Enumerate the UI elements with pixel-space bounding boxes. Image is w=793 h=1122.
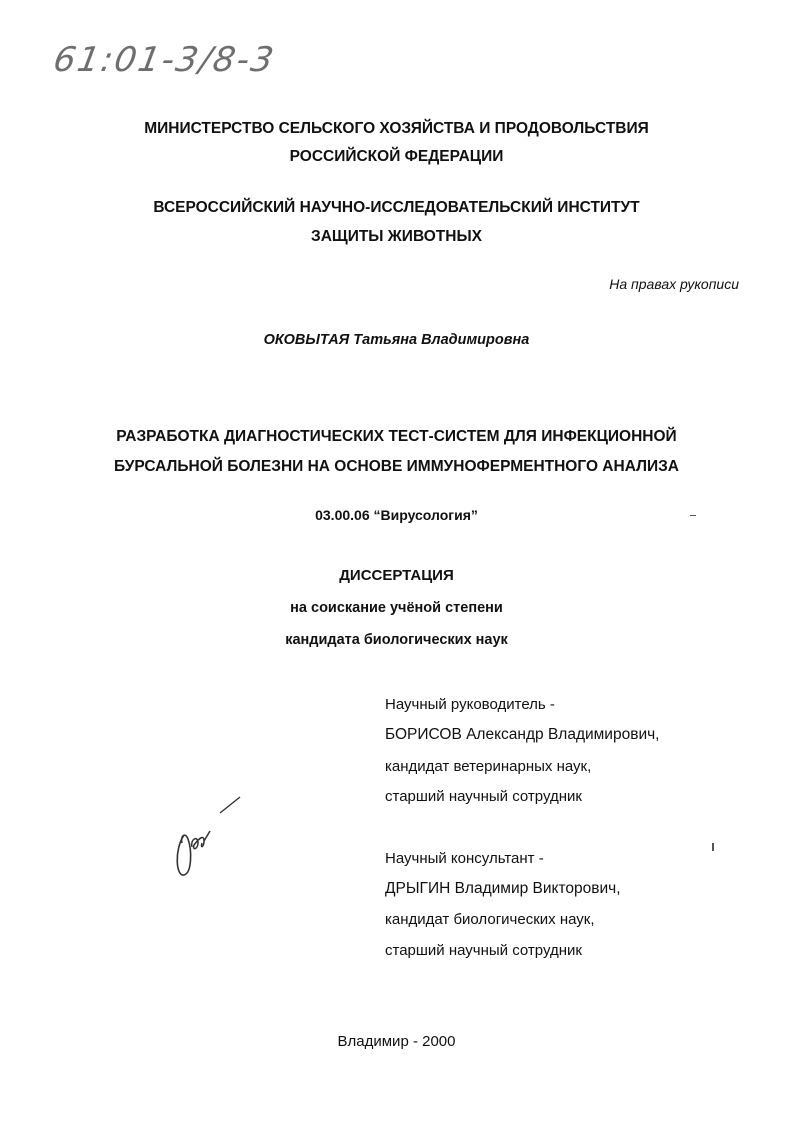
title-line-2: БУРСАЛЬНОЙ БОЛЕЗНИ НА ОСНОВЕ ИММУНОФЕРМЕНТНОГО АНАЛИЗА (113, 458, 680, 475)
supervisor-role: Научный руководитель - (385, 696, 555, 713)
archive-code: 61:01-3/8-3 (50, 40, 279, 80)
consultant-role: Научный консультант - (385, 850, 544, 867)
author-name: ОКОВЫТАЯ Татьяна Владимировна (263, 332, 530, 348)
handwritten-signature (170, 795, 250, 895)
dissertation-degree-line-2: кандидата биологических наук (285, 632, 508, 648)
ministry-line-1: МИНИСТЕРСТВО СЕЛЬСКОГО ХОЗЯЙСТВА И ПРОДОВОЛЬСТВИЯ (144, 120, 649, 137)
supervisor-degree: кандидат ветеринарных наук, (385, 758, 592, 775)
institute-line-2: ЗАЩИТЫ ЖИВОТНЫХ (311, 228, 482, 245)
dissertation-degree-line-1: на соискание учёной степени (290, 600, 503, 616)
title-line-1: РАЗРАБОТКА ДИАГНОСТИЧЕСКИХ ТЕСТ-СИСТЕМ ДЛЯ ИНФЕКЦИОННОЙ (116, 428, 677, 445)
scan-speck (690, 515, 696, 516)
dissertation-heading: ДИССЕРТАЦИЯ (339, 567, 454, 584)
supervisor-position: старший научный сотрудник (385, 788, 582, 805)
specialty-code: 03.00.06 “Вирусология” (315, 507, 478, 523)
manuscript-rights: На правах рукописи (609, 276, 739, 292)
ministry-line-2: РОССИЙСКОЙ ФЕДЕРАЦИИ (289, 148, 504, 165)
consultant-degree: кандидат биологических наук, (385, 911, 595, 928)
scan-speck (712, 843, 714, 851)
supervisor-name: БОРИСОВ Александр Владимирович, (385, 726, 660, 743)
consultant-name: ДРЫГИН Владимир Викторович, (385, 880, 621, 897)
institute-line-1: ВСЕРОССИЙСКИЙ НАУЧНО-ИССЛЕДОВАТЕЛЬСКИЙ ИНСТИТУТ (153, 199, 640, 216)
consultant-position: старший научный сотрудник (385, 942, 582, 959)
city-year: Владимир - 2000 (337, 1033, 456, 1050)
signature-mark (170, 795, 250, 890)
